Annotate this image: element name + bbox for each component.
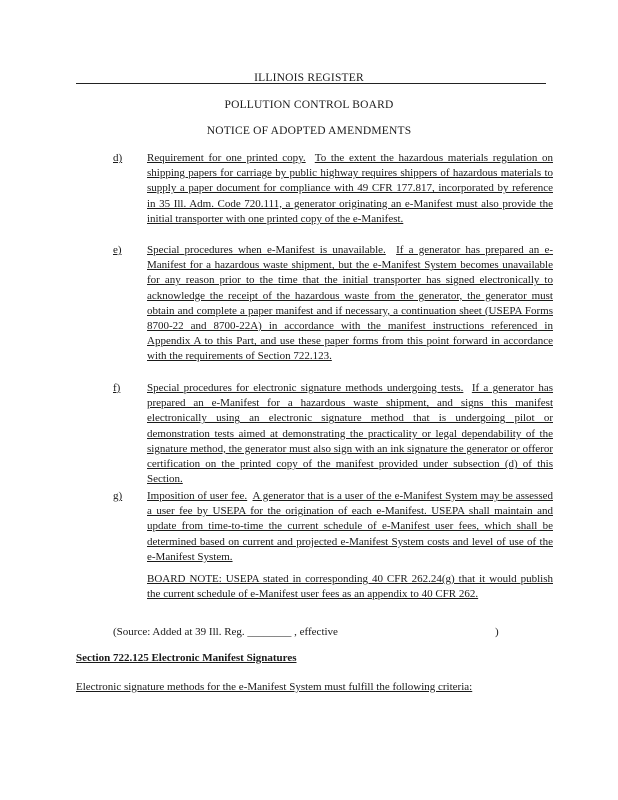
register-title: ILLINOIS REGISTER bbox=[254, 72, 364, 84]
subsection-text: A generator that is a user of the e-Manifest System may be assessed a user fee by USEPA for the origination of each e-Manifest. USEPA shall maintain and update from time-to-time the current schedule of e-Manifest user fees, which shall be determined based on current and projected e-Manifest System costs and level of use of the e-Manifest System. bbox=[147, 490, 553, 563]
subsection-f bbox=[113, 381, 553, 487]
source-note bbox=[113, 626, 553, 638]
subsection-label: g) bbox=[113, 490, 123, 502]
subsection-title: Imposition of user fee. bbox=[147, 490, 248, 502]
subsection-text: To the extent the hazardous materials regulation on shipping papers for carriage by public highway requires shippers of hazardous materials to supply a paper document for compliance with 49 CFR 177.817, incorporated by reference in 35 Ill. Adm. Code 720.111, a generator originating an e-Manifest must also provide the initial transporter with one printed copy of the e-Manifest. bbox=[147, 152, 553, 225]
board-note: BOARD NOTE: USEPA stated in corresponding 40 CFR 262.24(g) that it would publish the current schedule of e-Manifest user fees as an appendix to 40 CFR 262. bbox=[147, 573, 553, 601]
section-paragraph: Electronic signature methods for the e-Manifest System must fulfill the following criteria: bbox=[76, 681, 473, 693]
notice-title: NOTICE OF ADOPTED AMENDMENTS bbox=[206, 125, 412, 137]
subsection-text: If a generator has prepared an e-Manifest for a hazardous waste shipment, and signs this manifest electronically using an electronic signature method that is undergoing pilot or demonstration tests aimed at demonstrating the practicality or legal dependability of the signature method, the generator must also sign with an ink signature the generator or offeror certification on the printed copy of the manifest provided under subsection (d) of this Section. bbox=[147, 382, 554, 486]
subsection-text: If a generator has prepared an e-Manifest for a hazardous waste shipment, but the e-Manifest System becomes unavailable for any reason prior to the time that the initial transporter has signed electronically to acknowledge the receipt of the hazardous waste from the generator, the generator must obtain and complete a paper manifest and if necessary, a continuation sheet (USEPA Forms 8700-22 and 8700-22A) in accordance with the manifest instructions referenced in Appendix A to this Part, and use these paper forms from this point forward in accordance with the requirements of Section 722.123. bbox=[147, 244, 554, 363]
subsection-title: Special procedures when e-Manifest is unavailable. bbox=[147, 244, 386, 256]
subsection-title: Special procedures for electronic signature methods undergoing tests. bbox=[147, 382, 464, 394]
subsection-label: e) bbox=[113, 244, 122, 256]
subsection-label: f) bbox=[113, 382, 121, 394]
subsection-title: Requirement for one printed copy. bbox=[147, 152, 306, 164]
source-close: ) bbox=[495, 626, 499, 638]
board-title: POLLUTION CONTROL BOARD bbox=[224, 99, 394, 111]
subsection-d bbox=[113, 151, 553, 227]
section-heading: Section 722.125 Electronic Manifest Signatures bbox=[76, 652, 297, 664]
subsection-e bbox=[113, 243, 553, 365]
subsection-g bbox=[113, 489, 553, 565]
subsection-label: d) bbox=[113, 152, 123, 164]
source-text: (Source: Added at 39 Ill. Reg. ________ , effective bbox=[113, 626, 338, 638]
